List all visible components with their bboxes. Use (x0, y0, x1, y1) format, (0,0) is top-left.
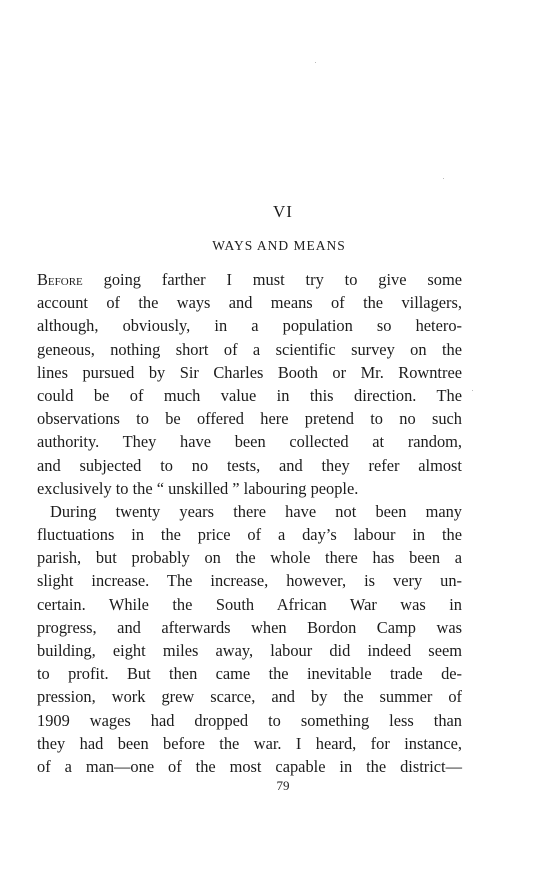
text-line-14: slight increase. The increase, however, is very un- (37, 571, 462, 591)
body-text (37, 268, 462, 778)
chapter-title: WAYS AND MEANS (212, 238, 346, 253)
opening-word: Before (37, 270, 83, 289)
text-line-12: fluctuations in the price of a day’s labour in the (37, 525, 462, 545)
text-line-10: exclusively to the “ unskilled ” labouring people. (37, 478, 359, 498)
chapter-number: VI (273, 202, 293, 221)
text-line-21: they had been before the war. I heard, for instance, (37, 733, 462, 753)
text-line-16: progress, and afterwards when Bordon Camp was (37, 617, 462, 637)
text-line-5: lines pursued by Sir Charles Booth or Mr. Rowntree (37, 362, 462, 382)
text-line-8: authority. They have been collected at random, (37, 432, 462, 452)
text-line-3: although, obviously, in a population so hetero- (37, 316, 462, 336)
text-line-17: building, eight miles away, labour did indeed seem (37, 641, 462, 660)
text-line-20: 1909 wages had dropped to something less than (37, 710, 462, 730)
paper-speck (315, 62, 316, 63)
opening-line-rest: going farther I must try to give some (82, 270, 462, 289)
text-line-22: of a man—one of the most capable in the district— (37, 756, 462, 776)
text-line-11: During twenty years there have not been many (50, 501, 462, 521)
text-line-13: parish, but probably on the whole there has been a (37, 548, 462, 568)
text-line-7: observations to be offered here pretend to no such (37, 409, 462, 429)
text-line-18: to profit. But then came the inevitable trade de- (37, 664, 462, 684)
paper-speck (443, 178, 444, 179)
text-line-19: pression, work grew scarce, and by the summer of (37, 687, 462, 707)
paper-speck (472, 390, 473, 391)
text-line-6: could be of much value in this direction. The (37, 385, 462, 405)
text-line-2: account of the ways and means of the villagers, (37, 293, 462, 313)
text-line-4: geneous, nothing short of a scientific survey on the (37, 339, 462, 359)
page-number: 79 (276, 778, 290, 793)
text-line-9: and subjected to no tests, and they refer almost (37, 455, 462, 475)
text-line-1 (37, 268, 462, 291)
text-line-15: certain. While the South African War was in (37, 594, 462, 614)
